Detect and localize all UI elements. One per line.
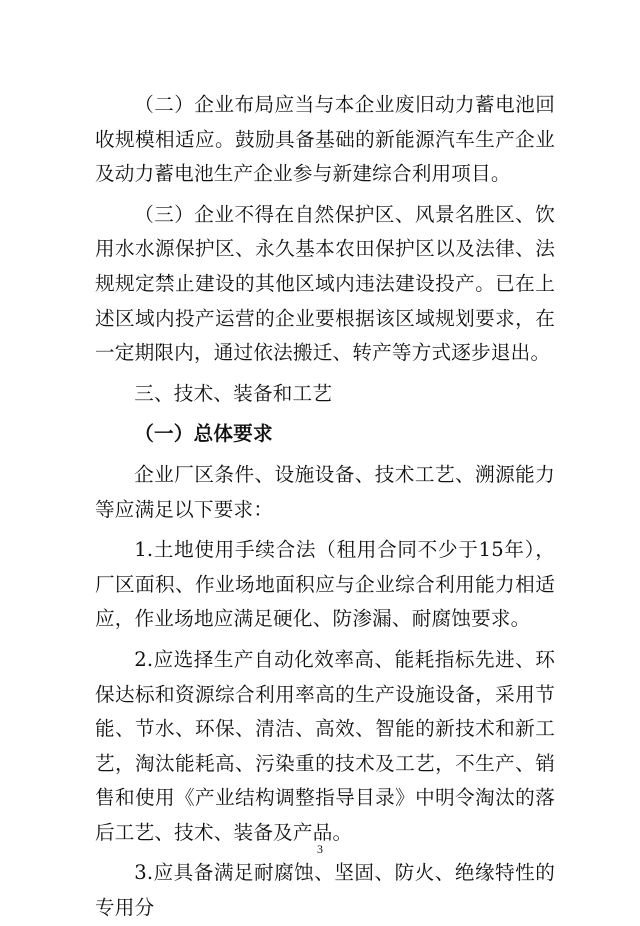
section-heading-technology: 三、技术、装备和工艺 — [134, 381, 333, 405]
paragraph-item-2-equipment: 2.应选择生产自动化效率高、能耗指标先进、环保达标和资源综合利用率高的生产设施设备，采用节能、节水、环保、清洁、高效、智能的新技术和新工艺，淘汰能耗高、污染重的技术及工艺，不生产、销售和使用《产业结构调整指导目录》中明令淘汰的落后工艺、技术、装备及产品。 — [95, 647, 555, 844]
document-body — [95, 88, 555, 926]
paragraph-prohibited-zones: （三）企业不得在自然保护区、风景名胜区、饮用水水源保护区、永久基本农田保护区以及法律、法规规定禁止建设的其他区域内违法建设投产。已在上述区域内投产运营的企业要根据该区域规划要求，在一定期限内，通过依法搬迁、转产等方式逐步退出。 — [95, 202, 555, 365]
paragraph-layout-requirement: （二）企业布局应当与本企业废旧动力蓄电池回收规模相适应。鼓励具备基础的新能源汽车生产企业及动力蓄电池生产企业参与新建综合利用项目。 — [95, 93, 555, 186]
paragraph-item-1-land: 1.土地使用手续合法（租用合同不少于15年），厂区面积、作业场地面积应与企业综合利用能力相适应，作业场地应满足硬化、防渗漏、耐腐蚀要求。 — [95, 538, 555, 631]
paragraph-general-requirements: 企业厂区条件、设施设备、技术工艺、溯源能力等应满足以下要求： — [95, 462, 555, 521]
page-number: 3 — [317, 842, 323, 856]
paragraph-item-3-storage: 3.应具备满足耐腐蚀、坚固、防火、绝缘特性的专用分 — [95, 861, 555, 920]
subsection-heading-general: （一）总体要求 — [134, 422, 273, 446]
